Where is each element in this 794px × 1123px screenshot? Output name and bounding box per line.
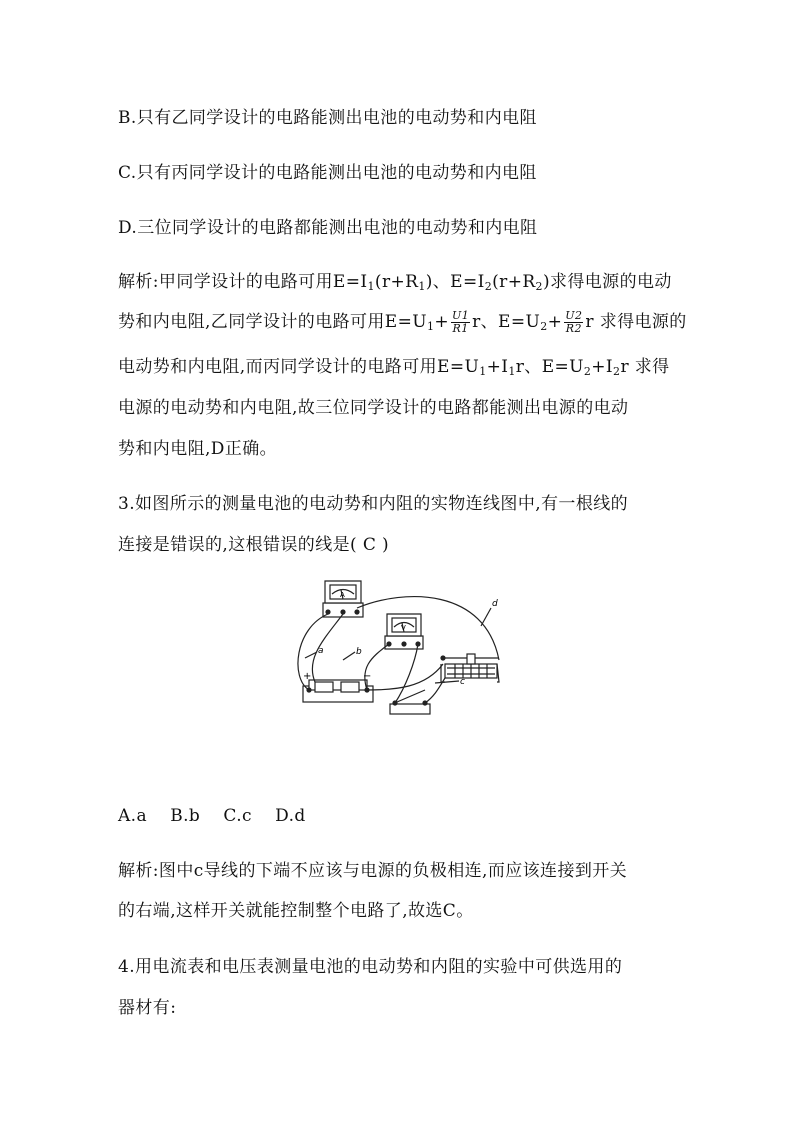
question3-line1: 3.如图所示的测量电池的电动势和内阻的实物连线图中,有一根线的 (118, 494, 629, 514)
circuit-figure (285, 578, 520, 723)
option-c: C.只有丙同学设计的电路能测出电池的电动势和内电阻 (118, 163, 537, 183)
option-b: B.只有乙同学设计的电路能测出电池的电动势和内电阻 (118, 108, 537, 128)
wire-d (357, 597, 499, 660)
analysis2-line5: 势和内电阻,D正确。 (118, 439, 278, 459)
label-a: a (318, 646, 324, 656)
ammeter-letter: A (340, 591, 345, 599)
ammeter (323, 581, 363, 617)
label-plus: + (303, 671, 312, 682)
analysis2-line1: 解析:甲同学设计的电路可用$E=I_1(r+R_1)$、$E=I_2(r+R_2)$求得电源的电动 (118, 272, 672, 293)
question4-line2: 器材有: (118, 998, 177, 1018)
label-c: c (460, 677, 465, 687)
option-d: D.三位同学设计的电路都能测出电池的电动势和内电阻 (118, 218, 538, 238)
question3-options: A.a B.b C.c D.d (118, 806, 306, 826)
analysis2-line3: 电动势和内电阻,而丙同学设计的电路可用$E=U_1+I_1r$、$E=U_2+I_2r$ 求得 (118, 357, 670, 378)
wire-b (312, 614, 343, 682)
analysis3-line1: 解析:图中c导线的下端不应该与电源的负极相连,而应该连接到开关 (118, 861, 628, 881)
analysis2-line2: 势和内电阻,乙同学设计的电路可用$E=U_1+$ $\frac{U1}{R1}$ r、$E=U_2+$ $\frac{U2}{R2}$ r 求得电源的 (118, 309, 687, 335)
analysis2-line4: 电源的电动势和内电阻,故三位同学设计的电路都能测出电源的电动 (118, 398, 629, 418)
label-b: b (356, 647, 362, 657)
battery-box (303, 680, 373, 702)
fraction-u1-r1: $\frac{U1}{R1}$ (452, 309, 470, 335)
analysis3-line2: 的右端,这样开关就能控制整个电路了,故选C。 (118, 901, 474, 921)
question4-line1: 4.用电流表和电压表测量电池的电动势和内阻的实验中可供选用的 (118, 957, 623, 977)
rheostat (441, 654, 499, 682)
question3-line2: 连接是错误的,这根错误的线是( C ) (118, 535, 390, 555)
label-minus: − (363, 671, 372, 682)
wire-v (365, 644, 389, 690)
voltmeter-letter: V (401, 624, 406, 632)
fraction-u2-r2: $\frac{U2}{R2}$ (565, 309, 583, 335)
label-d: d (492, 599, 498, 609)
